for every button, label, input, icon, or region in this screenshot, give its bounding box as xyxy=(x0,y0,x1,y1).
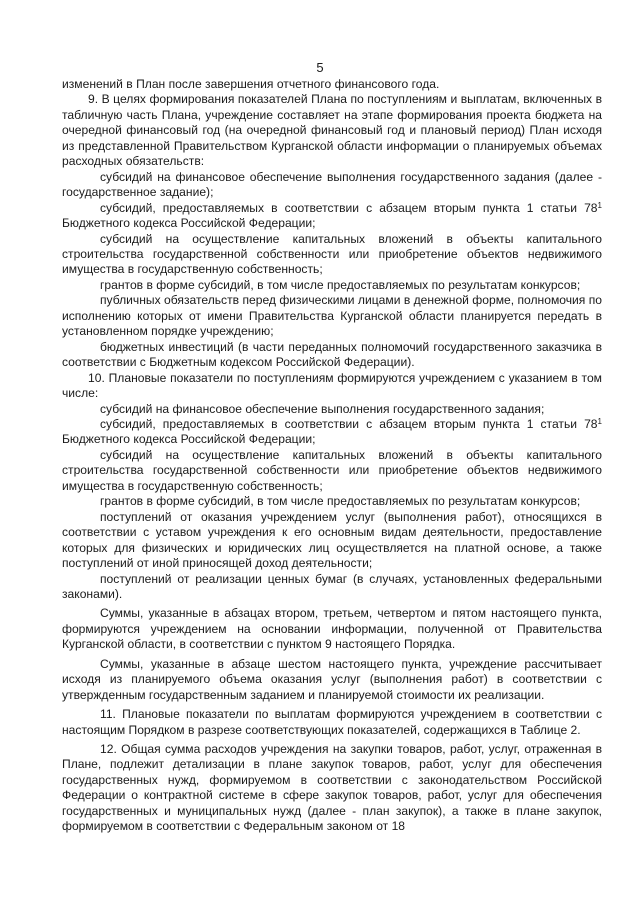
paragraph: грантов в форме субсидий, в том числе предоставляемых по результатам конкурсов; xyxy=(100,277,581,292)
paragraph: Суммы, указанные в абзаце шестом настоящего пункта, учреждение рассчитывает исходя из планируемого объема оказания услуг (выполнения работ) в соответствии с утвержденным государственным заданием и планируемой стоимости их реализации. xyxy=(62,656,602,702)
paragraph: бюджетных инвестиций (в части переданных полномочий государственного заказчика в соответствии с Бюджетным кодексом Российской Федерации). xyxy=(62,339,602,370)
paragraph: изменений в План после завершения отчетного финансового года. xyxy=(62,77,440,91)
paragraph: поступлений от реализации ценных бумаг (в случаях, установленных федеральными законами). xyxy=(62,571,602,601)
paragraph: субсидий на финансовое обеспечение выполнения государственного задания (далее - государственное задание); xyxy=(62,169,602,200)
paragraph: публичных обязательств перед физическими лицами в денежной форме, полномочия по исполнению которых от имени Правительства Курганской области планируется передать в установленном порядке учреждению; xyxy=(62,293,602,339)
paragraph: поступлений от оказания учреждением услуг (выполнения работ), относящихся в соответствии с уставом учреждения к его основным видам деятельности, предоставление которых для физических и юридических лиц осуществляется на платной основе, а также поступлений от иной приносящей доход деятельности; xyxy=(62,509,602,571)
paragraph: субсидий на осуществление капитальных вложений в объекты капитального строительства государственной собственности или приобретение объектов недвижимого имущества в государственную собственность; xyxy=(62,231,602,277)
paragraph: субсидий на осуществление капитальных вложений в объекты капитального строительства государственной собственности или приобретение объектов недвижимого имущества в государственную собственность; xyxy=(62,447,602,493)
paragraph-item-10: 10. Плановые показатели по поступлениям формируются учреждением с указанием в том числе: xyxy=(62,370,602,401)
paragraph-item-12: 12. Общая сумма расходов учреждения на закупки товаров, работ, услуг, отраженная в Плане, подлежит детализации в плане закупок товаров, работ, услуг для обеспечения государственных нужд, формируемом в соответствии с законодательством Российской Федерации о контрактной системе в сфере закупок товаров, работ, услуг для обеспечения государственных и муниципальных нужд (далее - план закупок), а также в плане закупок, формируемом в соответствии с Федеральным законом от 18 xyxy=(62,742,602,834)
superscript: 1 xyxy=(597,200,602,210)
paragraph: субсидий, предоставляемых в соответствии с абзацем вторым пункта 1 статьи $78^1$ Бюджетного кодекса Российской Федерации; xyxy=(62,200,602,231)
document-body xyxy=(62,77,602,835)
page-number: 5 xyxy=(316,60,324,75)
paragraph-item-11: 11. Плановые показатели по выплатам формируются учреждением в соответствии с настоящим Порядком в разрезе соответствующих показателей, содержащихся в Таблице 2. xyxy=(62,707,602,737)
paragraph: субсидий, предоставляемых в соответствии с абзацем вторым пункта 1 статьи $78^1$ Бюджетного кодекса Российской Федерации; xyxy=(62,416,602,447)
paragraph: грантов в форме субсидий, в том числе предоставляемых по результатам конкурсов; xyxy=(100,494,581,509)
paragraph: Суммы, указанные в абзацах втором, третьем, четвертом и пятом настоящего пункта, формируются учреждением на основании информации, полученной от Правительства Курганской области, в соответствии с пунктом 9 настоящего Порядка. xyxy=(62,606,602,652)
paragraph: субсидий на финансовое обеспечение выполнения государственного задания; xyxy=(100,401,545,416)
superscript: 1 xyxy=(597,416,602,426)
paragraph-item-9: 9. В целях формирования показателей Плана по поступлениям и выплатам, включенных в табличную часть Плана, учреждение составляет на этапе формирования проекта бюджета на очередной финансовый год (на очередной финансовый год и плановый период) План исходя из представленной Правительством Курганской области информации о планируемых объемах расходных обязательств: xyxy=(62,92,602,169)
